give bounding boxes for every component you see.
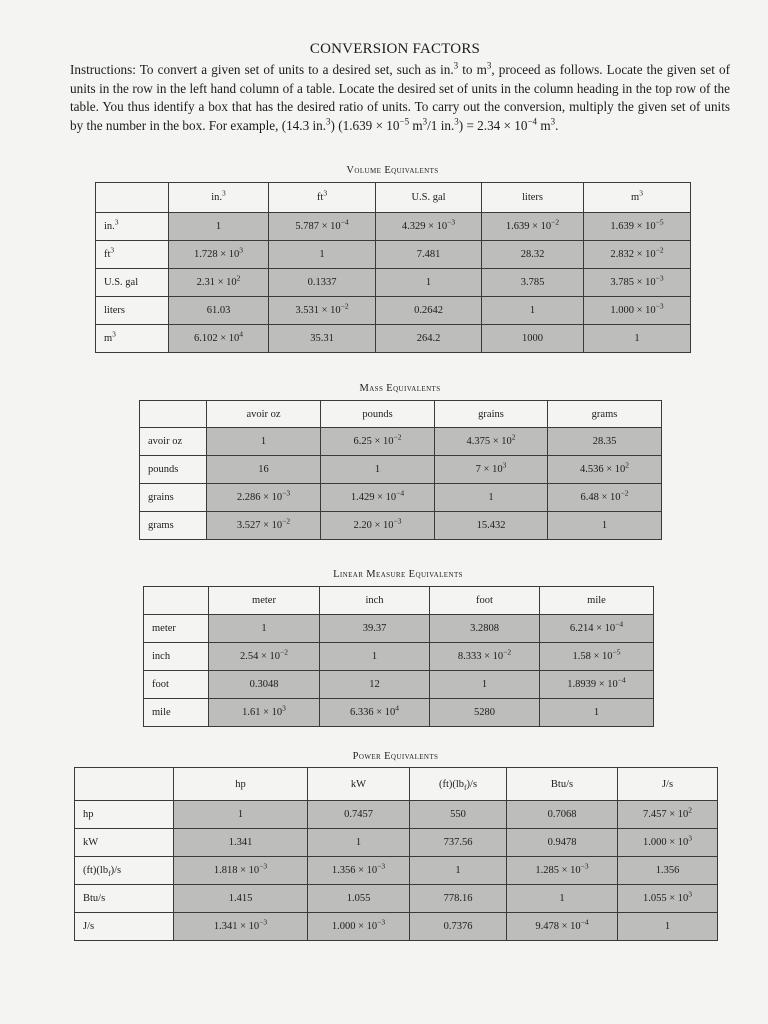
row-header: in.$^3$ xyxy=(96,213,169,241)
conversion-value-cell: 12 xyxy=(320,671,430,699)
conversion-value-cell: $2.31 \times 10^2$ xyxy=(169,269,269,297)
linear-measure-equivalents-table xyxy=(143,586,654,727)
conversion-value-cell: 1 xyxy=(269,241,376,269)
instructions-paragraph: Instructions: To convert a given set of units to a desired set, such as in.$^3$ to $m^3$, proceed as follows. Locate the given set of units in the row in the left hand column of a table. Locate the desired set of units in the column heading in the top row of the table. You thus identify a box that has the desired ratio of units. To carry out the conversion, multiply the given set of units by the number in the box. For example, (14.3 in.$^3$) ($1.639 \times 10^{-5}$ $m^3/1$ $in.^3) = 2.34 \times 10^{-4}$ $m^3$. xyxy=(70,60,730,133)
table-row xyxy=(75,857,718,885)
column-header: $(ft)(lb_f)/s$ xyxy=(410,768,507,801)
column-header: U.S. gal xyxy=(376,183,482,213)
table-row xyxy=(75,801,718,829)
conversion-value-cell: $2.286 \times 10^{-3}$ xyxy=(207,484,321,512)
conversion-value-cell: 1000 xyxy=(482,325,584,353)
table-row xyxy=(144,699,654,727)
conversion-value-cell: $1.285 \times 10^{-3}$ xyxy=(507,857,618,885)
conversion-value-cell: $4.329 \times 10^{-3}$ xyxy=(376,213,482,241)
table-row xyxy=(144,643,654,671)
conversion-value-cell: $7.457 \times 10^2$ xyxy=(618,801,718,829)
mass-equivalents-title: Mass Equivalents xyxy=(359,383,441,394)
table-row xyxy=(96,269,691,297)
conversion-value-cell: 1 xyxy=(207,428,321,456)
conversion-value-cell: $1.000 \times 10^{-3}$ xyxy=(308,913,410,941)
table-row xyxy=(140,484,662,512)
table-row xyxy=(140,428,662,456)
conversion-value-cell: $3.527 \times 10^{-2}$ xyxy=(207,512,321,540)
conversion-value-cell: $1.61 \times 10^3$ xyxy=(209,699,320,727)
conversion-value-cell: $1.356 \times 10^{-3}$ xyxy=(308,857,410,885)
linear-measure-equivalents-title: Linear Measure Equivalents xyxy=(333,569,463,580)
table-header-row xyxy=(96,183,691,213)
table-row xyxy=(96,325,691,353)
conversion-value-cell: 1 xyxy=(320,643,430,671)
conversion-value-cell: $2.54 \times 10^{-2}$ xyxy=(209,643,320,671)
conversion-value-cell: 5280 xyxy=(430,699,540,727)
conversion-value-cell: 1 xyxy=(169,213,269,241)
row-header: $(ft)(lb_f)/s$ xyxy=(75,857,174,885)
table-row xyxy=(144,615,654,643)
conversion-value-cell: 3.2808 xyxy=(430,615,540,643)
conversion-value-cell: $1.58 \times 10^{-5}$ xyxy=(540,643,654,671)
column-header: avoir oz xyxy=(207,401,321,428)
table-corner-cell xyxy=(144,587,209,615)
conversion-value-cell: $7 \times 10^3$ xyxy=(435,456,548,484)
row-header: kW xyxy=(75,829,174,857)
row-header: U.S. gal xyxy=(96,269,169,297)
conversion-value-cell: 1 xyxy=(540,699,654,727)
column-header: grams xyxy=(548,401,662,428)
table-header-row xyxy=(140,401,662,428)
conversion-value-cell: 7.481 xyxy=(376,241,482,269)
conversion-value-cell: 35.31 xyxy=(269,325,376,353)
conversion-value-cell: $1.639 \times 10^{-2}$ xyxy=(482,213,584,241)
conversion-value-cell: 3.785 xyxy=(482,269,584,297)
row-header: foot xyxy=(144,671,209,699)
table-corner-cell xyxy=(140,401,207,428)
conversion-value-cell: $3.531 \times 10^{-2}$ xyxy=(269,297,376,325)
conversion-value-cell: $6.48 \times 10^{-2}$ xyxy=(548,484,662,512)
conversion-value-cell: 1 xyxy=(376,269,482,297)
column-header: $ft^3$ xyxy=(269,183,376,213)
table-row xyxy=(96,213,691,241)
conversion-value-cell: $6.214 \times 10^{-4}$ xyxy=(540,615,654,643)
conversion-value-cell: 16 xyxy=(207,456,321,484)
conversion-value-cell: 0.7068 xyxy=(507,801,618,829)
conversion-value-cell: 61.03 xyxy=(169,297,269,325)
conversion-value-cell: 0.3048 xyxy=(209,671,320,699)
column-header: foot xyxy=(430,587,540,615)
mass-equivalents-table xyxy=(139,400,662,540)
conversion-value-cell: $1.639 \times 10^{-5}$ xyxy=(584,213,691,241)
conversion-value-cell: $4.375 \times 10^2$ xyxy=(435,428,548,456)
conversion-value-cell: 15.432 xyxy=(435,512,548,540)
conversion-value-cell: $6.25 \times 10^{-2}$ xyxy=(321,428,435,456)
column-header: inch xyxy=(320,587,430,615)
conversion-value-cell: 28.32 xyxy=(482,241,584,269)
conversion-value-cell: $1.728 \times 10^3$ xyxy=(169,241,269,269)
conversion-value-cell: $4.536 \times 10^2$ xyxy=(548,456,662,484)
column-header: in.$^3$ xyxy=(169,183,269,213)
conversion-value-cell: 1 xyxy=(435,484,548,512)
conversion-value-cell: 550 xyxy=(410,801,507,829)
row-header: $ft^3$ xyxy=(96,241,169,269)
conversion-value-cell: 1 xyxy=(209,615,320,643)
power-equivalents-table xyxy=(74,767,718,941)
conversion-value-cell: 1 xyxy=(548,512,662,540)
conversion-value-cell: 1 xyxy=(410,857,507,885)
conversion-value-cell: $1.341 \times 10^{-3}$ xyxy=(174,913,308,941)
power-equivalents-title: Power Equivalents xyxy=(352,751,439,762)
table-row xyxy=(75,885,718,913)
conversion-value-cell: 0.1337 xyxy=(269,269,376,297)
conversion-value-cell: $9.478 \times 10^{-4}$ xyxy=(507,913,618,941)
column-header: grains xyxy=(435,401,548,428)
conversion-value-cell: 28.35 xyxy=(548,428,662,456)
conversion-value-cell: 737.56 xyxy=(410,829,507,857)
conversion-value-cell: $1.818 \times 10^{-3}$ xyxy=(174,857,308,885)
page-title: CONVERSION FACTORS xyxy=(309,41,481,57)
table-corner-cell xyxy=(96,183,169,213)
conversion-value-cell: 778.16 xyxy=(410,885,507,913)
row-header: hp xyxy=(75,801,174,829)
conversion-value-cell: 1.341 xyxy=(174,829,308,857)
conversion-value-cell: 0.7457 xyxy=(308,801,410,829)
conversion-value-cell: 1.415 xyxy=(174,885,308,913)
conversion-value-cell: $8.333 \times 10^{-2}$ xyxy=(430,643,540,671)
row-header: mile xyxy=(144,699,209,727)
conversion-value-cell: 1 xyxy=(584,325,691,353)
conversion-value-cell: $1.000 \times 10^3$ xyxy=(618,829,718,857)
column-header: kW xyxy=(308,768,410,801)
table-header-row xyxy=(144,587,654,615)
volume-equivalents-title: Volume Equivalents xyxy=(346,165,439,176)
volume-equivalents-table xyxy=(95,182,691,353)
row-header: $m^3$ xyxy=(96,325,169,353)
column-header: meter xyxy=(209,587,320,615)
row-header: grams xyxy=(140,512,207,540)
conversion-value-cell: $5.787 \times 10^{-4}$ xyxy=(269,213,376,241)
conversion-value-cell: 39.37 xyxy=(320,615,430,643)
row-header: grains xyxy=(140,484,207,512)
column-header: liters xyxy=(482,183,584,213)
conversion-value-cell: $2.832 \times 10^{-2}$ xyxy=(584,241,691,269)
column-header: J/s xyxy=(618,768,718,801)
conversion-value-cell: $1.000 \times 10^{-3}$ xyxy=(584,297,691,325)
conversion-value-cell: 1 xyxy=(174,801,308,829)
conversion-value-cell: 1 xyxy=(321,456,435,484)
row-header: pounds xyxy=(140,456,207,484)
conversion-value-cell: 264.2 xyxy=(376,325,482,353)
conversion-value-cell: $3.785 \times 10^{-3}$ xyxy=(584,269,691,297)
table-row xyxy=(140,512,662,540)
conversion-value-cell: 1 xyxy=(618,913,718,941)
conversion-value-cell: 1 xyxy=(507,885,618,913)
conversion-value-cell: 1 xyxy=(482,297,584,325)
table-row xyxy=(144,671,654,699)
table-row xyxy=(75,913,718,941)
conversion-value-cell: $6.102 \times 10^4$ xyxy=(169,325,269,353)
row-header: inch xyxy=(144,643,209,671)
conversion-value-cell: 1 xyxy=(308,829,410,857)
column-header: Btu/s xyxy=(507,768,618,801)
row-header: liters xyxy=(96,297,169,325)
column-header: mile xyxy=(540,587,654,615)
table-row xyxy=(75,829,718,857)
conversion-value-cell: $1.055 \times 10^3$ xyxy=(618,885,718,913)
row-header: J/s xyxy=(75,913,174,941)
row-header: avoir oz xyxy=(140,428,207,456)
conversion-value-cell: 1.055 xyxy=(308,885,410,913)
table-row xyxy=(96,297,691,325)
conversion-value-cell: $6.336 \times 10^4$ xyxy=(320,699,430,727)
row-header: Btu/s xyxy=(75,885,174,913)
conversion-value-cell: $1.429 \times 10^{-4}$ xyxy=(321,484,435,512)
row-header: meter xyxy=(144,615,209,643)
conversion-value-cell: 1.356 xyxy=(618,857,718,885)
conversion-value-cell: 0.2642 xyxy=(376,297,482,325)
table-row xyxy=(96,241,691,269)
table-row xyxy=(140,456,662,484)
column-header: pounds xyxy=(321,401,435,428)
table-corner-cell xyxy=(75,768,174,801)
column-header: $m^3$ xyxy=(584,183,691,213)
conversion-value-cell: 0.9478 xyxy=(507,829,618,857)
table-header-row xyxy=(75,768,718,801)
conversion-value-cell: $2.20 \times 10^{-3}$ xyxy=(321,512,435,540)
conversion-value-cell: 0.7376 xyxy=(410,913,507,941)
conversion-value-cell: 1 xyxy=(430,671,540,699)
column-header: hp xyxy=(174,768,308,801)
conversion-value-cell: $1.8939 \times 10^{-4}$ xyxy=(540,671,654,699)
